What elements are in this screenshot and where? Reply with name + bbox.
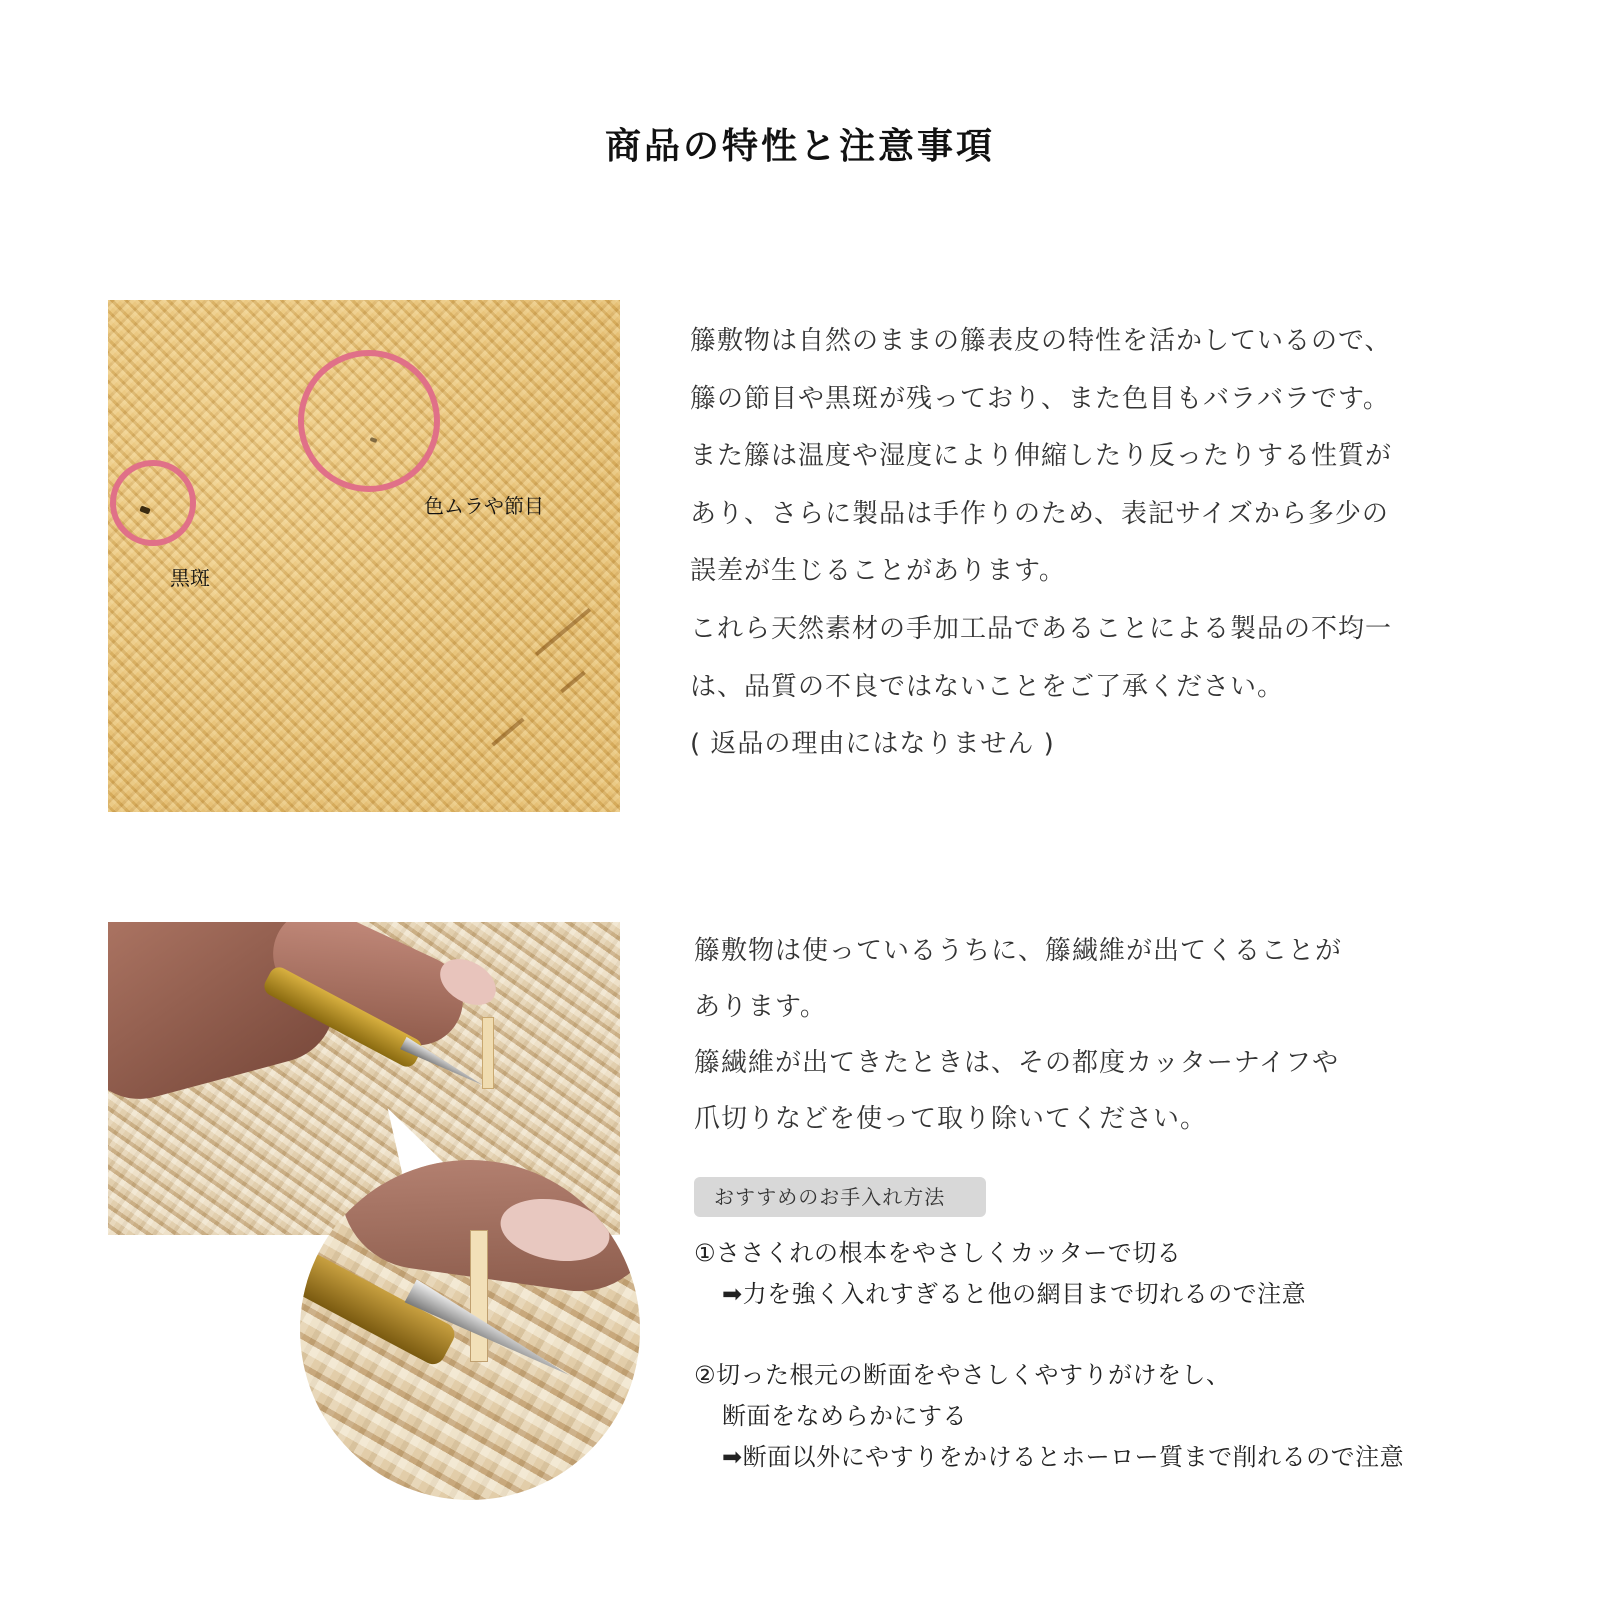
- text-line: 籐繊維が出てきたときは、その都度カッターナイフや: [694, 1048, 1340, 1078]
- text-line: また籐は温度や湿度により伸縮したり反ったりする性質が: [690, 441, 1393, 472]
- step1-note: ➡力を強く入れすぎると他の網目まで切れるので注意: [722, 1280, 1307, 1308]
- care-method-badge: おすすめのお手入れ方法: [694, 1177, 986, 1217]
- rattan-fiber: [482, 1017, 494, 1089]
- step2-note: ➡断面以外にやすりをかけるとホーロー質まで削れるので注意: [722, 1443, 1405, 1471]
- text-line: あり、さらに製品は手作りのため、表記サイズから多少の: [690, 498, 1389, 529]
- text-line: は、品質の不良ではないことをご了承ください。: [690, 671, 1285, 702]
- step2-continuation: 断面をなめらかにする: [722, 1402, 967, 1430]
- step1-text: ①ささくれの根本をやさしくカッターで切る: [694, 1239, 1182, 1267]
- highlight-circle-spot: [110, 460, 196, 546]
- fiber-care-text: [694, 923, 1342, 1147]
- rattan-weave-photo: [108, 300, 620, 812]
- text-line: 籐敷物は自然のままの籐表皮の特性を活かしているので、: [690, 326, 1392, 356]
- weave-mark: [560, 671, 586, 693]
- text-line: 籐の節目や黒斑が残っており、また色目もバラバラです。: [690, 383, 1390, 414]
- weave-mark: [491, 718, 524, 747]
- text-line: ( 返品の理由にはなりません ): [690, 729, 1055, 760]
- step2-text: ②切った根元の断面をやさしくやすりがけをし、: [694, 1361, 1231, 1389]
- text-line: 爪切りなどを使って取り除いてください。: [694, 1104, 1208, 1134]
- text-line: 籐敷物は使っているうちに、籐繊維が出てくることが: [694, 936, 1343, 966]
- rattan-fiber: [470, 1230, 488, 1362]
- zoom-detail-photo: [300, 1160, 640, 1500]
- characteristics-text: [690, 313, 1392, 774]
- highlight-circle-knot: [298, 350, 440, 492]
- text-line: 誤差が生じることがあります。: [690, 556, 1066, 587]
- text-line: これら天然素材の手加工品であることによる製品の不均一: [690, 613, 1393, 644]
- label-black-spot: 黒斑: [170, 566, 210, 590]
- text-line: あります。: [694, 992, 827, 1022]
- weave-mark: [535, 608, 591, 656]
- label-color-unevenness: 色ムラや節目: [424, 494, 544, 518]
- page-title: 商品の特性と注意事項: [604, 126, 995, 167]
- care-steps: [694, 1233, 1404, 1478]
